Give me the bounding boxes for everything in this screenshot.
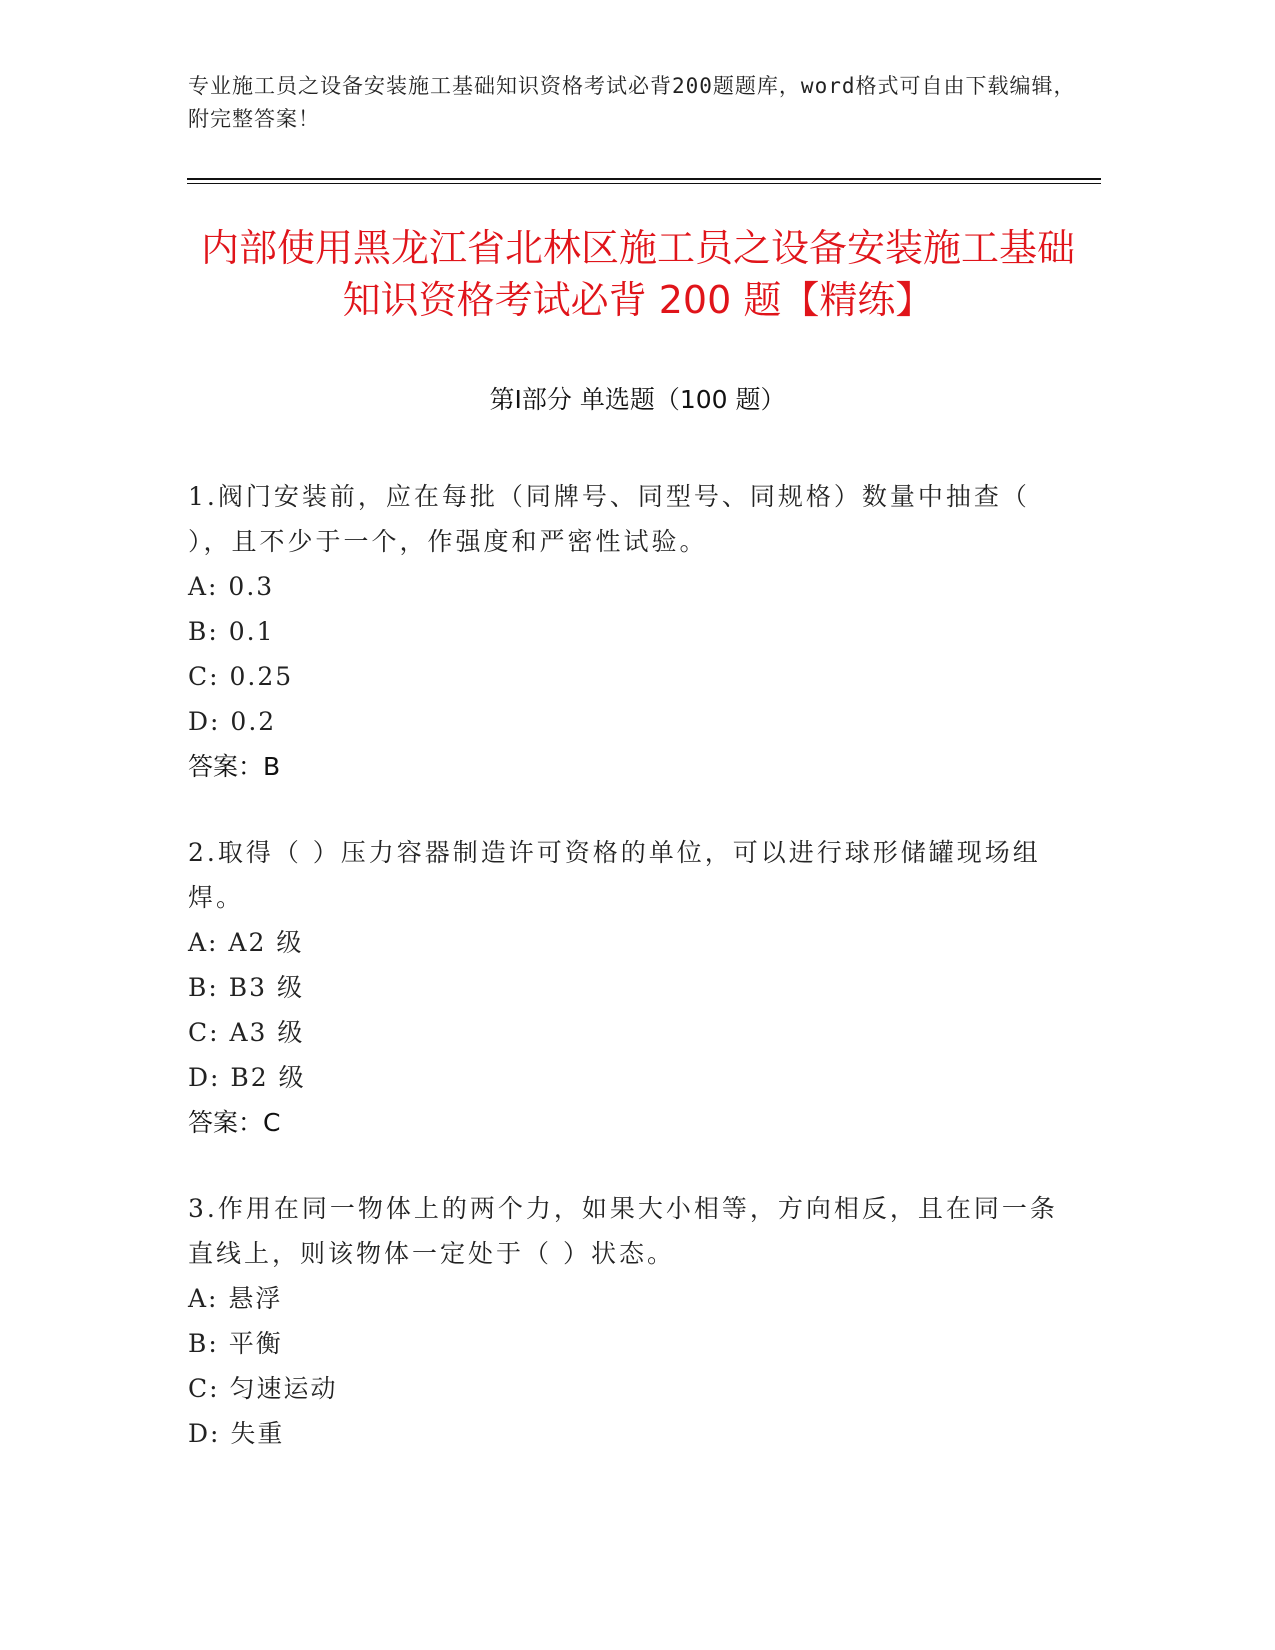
question-item xyxy=(188,1186,1068,1456)
option-a: A: 0.3 xyxy=(188,572,275,601)
option-c: C: A3 级 xyxy=(188,1018,305,1047)
question-stem: 3.作用在同一物体上的两个力，如果大小相等，方向相反，且在同一条直线上，则该物体一定处于（ ）状态。 xyxy=(188,1194,1058,1268)
option-d: D: 0.2 xyxy=(188,707,277,736)
question-stem: 2.取得（ ）压力容器制造许可资格的单位，可以进行球形储罐现场组焊。 xyxy=(188,838,1041,912)
option-a: A: A2 级 xyxy=(188,928,304,957)
header-divider xyxy=(187,178,1101,180)
option-d: D: B2 级 xyxy=(188,1063,306,1092)
option-a: A: 悬浮 xyxy=(188,1284,283,1313)
option-b: B: B3 级 xyxy=(188,973,304,1002)
answer-line: 答案：C xyxy=(188,1108,281,1137)
question-stem: 1.阀门安装前，应在每批（同牌号、同型号、同规格）数量中抽查（ ），且不少于一个，作强度和严密性试验。 xyxy=(188,482,1030,556)
header-note: 专业施工员之设备安装施工基础知识资格考试必背200题题库，word格式可自由下载编辑，附完整答案！ xyxy=(188,74,1076,131)
option-d: D: 失重 xyxy=(188,1419,285,1448)
document-title: 内部使用黑龙江省北林区施工员之设备安装施工基础知识资格考试必背 200 题【精练】 xyxy=(200,226,1075,322)
option-b: B: 0.1 xyxy=(188,617,275,646)
option-c: C: 匀速运动 xyxy=(188,1374,338,1403)
question-item xyxy=(188,474,1068,790)
section-heading: 第Ⅰ部分 单选题（100 题） xyxy=(489,385,786,414)
option-c: C: 0.25 xyxy=(188,662,294,691)
answer-line: 答案：B xyxy=(188,752,281,781)
question-item xyxy=(188,830,1068,1146)
question-list xyxy=(188,474,1068,1496)
option-b: B: 平衡 xyxy=(188,1329,283,1358)
header-divider-thin xyxy=(187,183,1101,184)
